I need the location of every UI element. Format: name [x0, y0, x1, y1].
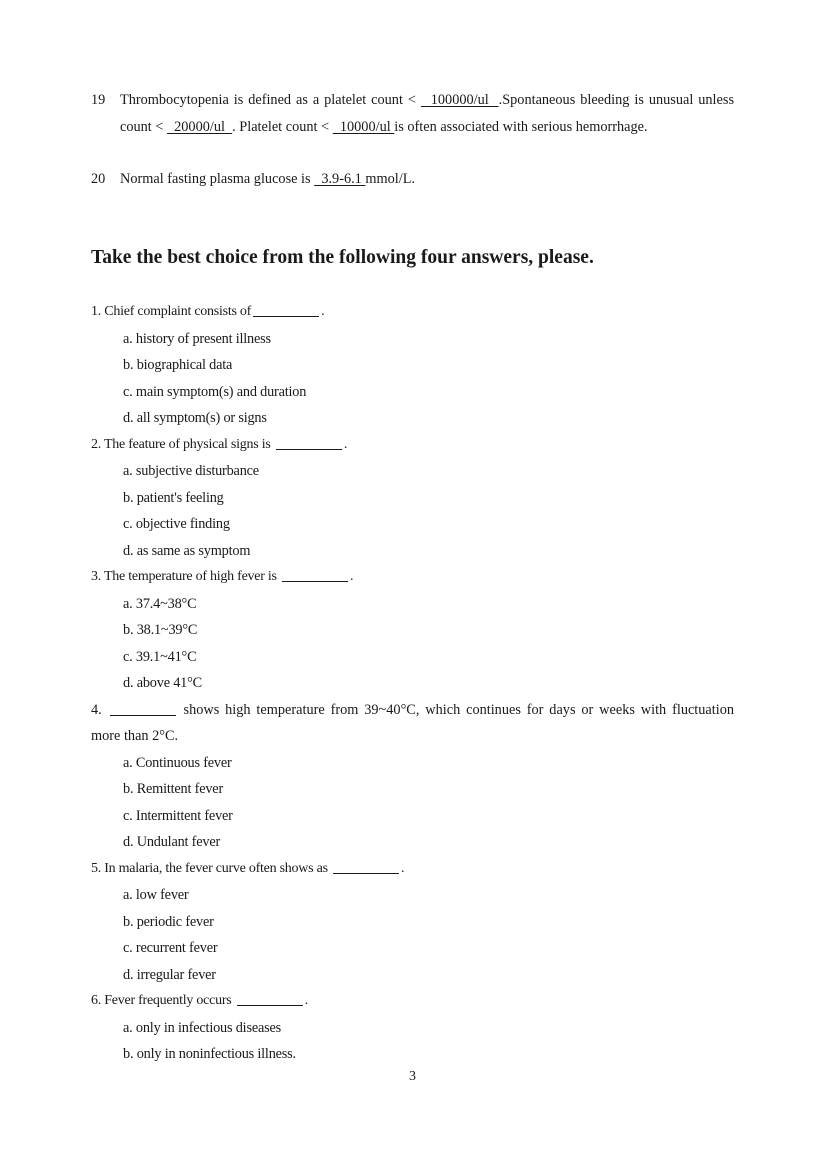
question-stem — [91, 432, 734, 459]
question-stem — [91, 697, 734, 750]
answer-blank — [253, 301, 319, 317]
item-text — [120, 87, 734, 140]
stem-text: 5. In malaria, the fever curve often shows as — [91, 860, 328, 876]
stem-text: 1. Chief complaint consists of — [91, 304, 252, 319]
option-a: a. Continuous fever — [123, 754, 232, 771]
option-d: d. Undulant fever — [123, 834, 221, 850]
option-d: d. as same as symptom — [123, 542, 251, 559]
filled-answer: 20000/ul — [166, 118, 233, 135]
option-b: b. Remittent fever — [123, 781, 224, 797]
question-stem — [91, 564, 734, 591]
option-d: d. all symptom(s) or signs — [123, 410, 267, 426]
fill-in-item-20 — [91, 166, 734, 193]
filled-answer: 3.9-6.1 — [314, 171, 366, 187]
option-d: d. irregular fever — [123, 966, 216, 983]
stem-text: 6. Fever frequently occurs — [91, 993, 232, 1008]
question-4 — [91, 697, 734, 856]
page-number: 3 — [409, 1069, 416, 1084]
fill-in-item-19 — [91, 87, 734, 140]
item-text-part: is often associated with serious hemorrhage. — [394, 118, 648, 135]
stem-text: 4. — [91, 701, 102, 718]
stem-text: 3. The temperature of high fever is — [91, 569, 277, 584]
stem-text: . — [304, 993, 308, 1008]
option-a: a. 37.4~38°C — [123, 595, 197, 612]
option-d: d. above 41°C — [123, 675, 202, 691]
item-text-part: .Spontaneous bleeding is unusual unless count < — [120, 92, 735, 135]
item-text-part: Thrombocytopenia is defined as a platelet count < — [120, 92, 416, 108]
item-text-part: mmol/L. — [365, 171, 416, 187]
option-a: a. history of present illness — [123, 330, 271, 347]
item-text-part: Normal fasting plasma glucose is — [120, 171, 311, 187]
filled-answer: 10000/ul — [332, 118, 395, 135]
answer-blank — [276, 434, 342, 450]
stem-text: . — [401, 860, 405, 876]
stem-text: . — [321, 304, 325, 319]
item-text — [120, 166, 734, 193]
option-c: c. Intermittent fever — [123, 807, 233, 824]
answer-blank — [237, 990, 303, 1006]
question-6 — [91, 988, 734, 1068]
question-1 — [91, 299, 734, 432]
answer-blank — [110, 700, 176, 716]
question-stem — [91, 299, 734, 326]
stem-text: . — [343, 436, 348, 452]
answer-blank — [282, 566, 348, 582]
option-b: b. patient's feeling — [123, 489, 224, 506]
question-stem — [91, 988, 734, 1015]
question-2 — [91, 432, 734, 565]
option-b: b. biographical data — [123, 357, 233, 373]
option-b: b. 38.1~39°C — [123, 622, 198, 638]
filled-answer: 100000/ul — [420, 92, 499, 108]
option-a: a. subjective disturbance — [123, 463, 259, 479]
option-c: c. 39.1~41°C — [123, 648, 197, 665]
option-b: b. periodic fever — [123, 913, 214, 930]
stem-text: . — [350, 569, 354, 584]
option-c: c. objective finding — [123, 516, 230, 532]
item-text-part: . Platelet count < — [232, 118, 330, 135]
question-list — [91, 299, 734, 1068]
option-a: a. only in infectious diseases — [123, 1019, 281, 1036]
answer-blank — [333, 858, 399, 874]
stem-text: shows high temperature from 39~40°C, which continues for days or weeks with fluctuation more than 2°C. — [91, 701, 735, 744]
section-heading: Take the best choice from the following four answers, please. — [91, 247, 594, 268]
option-c: c. recurrent fever — [123, 940, 218, 956]
item-number: 19 — [91, 92, 106, 108]
option-a: a. low fever — [123, 887, 189, 903]
stem-text: 2. The feature of physical signs is — [91, 436, 271, 452]
option-c: c. main symptom(s) and duration — [123, 383, 307, 400]
question-5 — [91, 856, 734, 989]
item-number: 20 — [91, 171, 106, 187]
option-b: b. only in noninfectious illness. — [123, 1046, 296, 1062]
question-3 — [91, 564, 734, 697]
question-stem — [91, 856, 734, 883]
